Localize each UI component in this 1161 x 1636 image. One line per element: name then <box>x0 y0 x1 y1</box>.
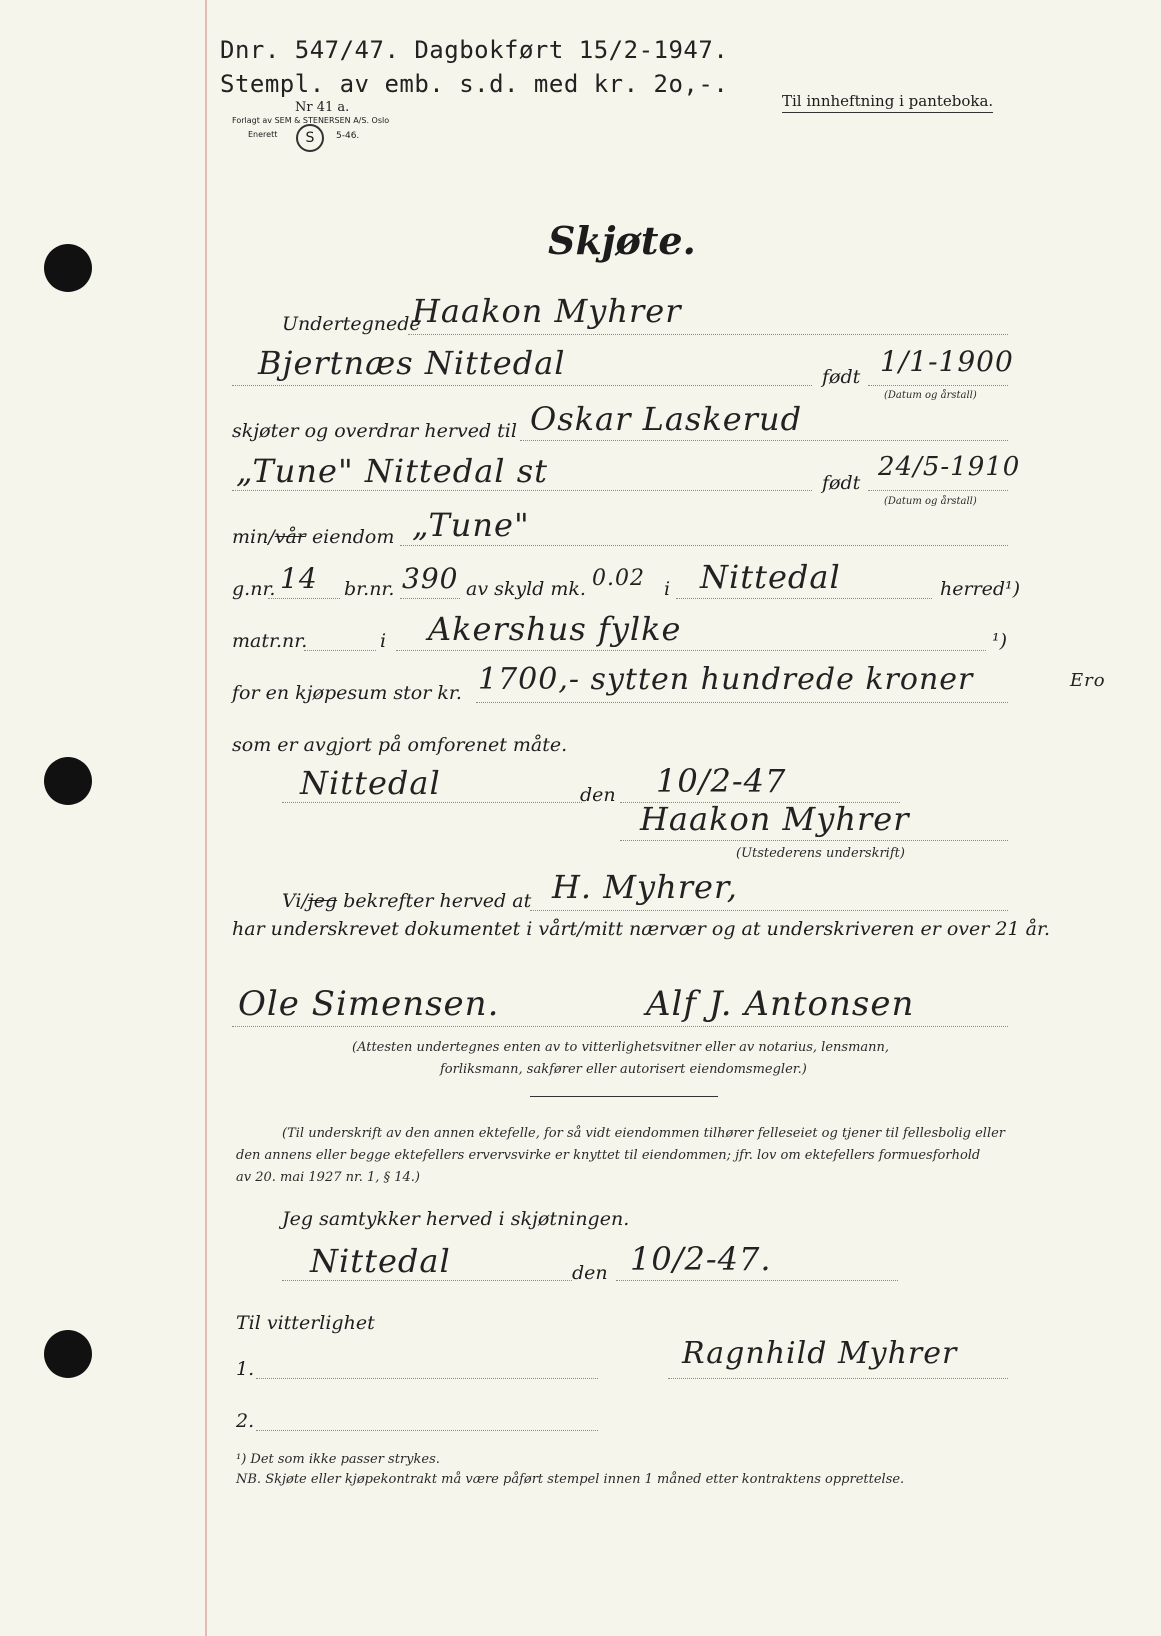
spouse-date: 10/2-47. <box>630 1240 772 1278</box>
grantee-date-hint: (Datum og årstall) <box>884 496 977 507</box>
fylke-line <box>396 650 986 651</box>
footnote: ¹) Det som ikke passer strykes. <box>236 1452 440 1467</box>
property-name: „Tune" <box>412 506 530 544</box>
registry-line: Dnr. 547/47. Dagbokført 15/2-1947. <box>220 36 729 64</box>
price-line <box>476 702 1008 703</box>
witness-name-line <box>530 910 1008 911</box>
signing-signature-line <box>620 840 1008 841</box>
skyld-value: 0.02 <box>592 566 645 591</box>
witness-note-2: forliksmann, sakfører eller autorisert eiendomsmegler.) <box>440 1062 807 1077</box>
herred-i-label: i <box>664 578 671 600</box>
price-settled: som er avgjort på omforenet måte. <box>232 734 568 756</box>
grantee-born-label: født <box>822 472 861 494</box>
herred-label: herred¹) <box>940 578 1021 600</box>
spouse-place-line <box>282 1280 572 1281</box>
grantee-name: Oskar Laskerud <box>530 400 803 438</box>
gnr-label: g.nr. <box>232 578 276 600</box>
grantee-label: skjøter og overdrar herved til <box>232 420 517 442</box>
witness2-signature: Alf J. Antonsen <box>646 984 915 1024</box>
bnr-value: 390 <box>402 562 459 595</box>
grantor-name: Haakon Myhrer <box>412 292 682 330</box>
bnr-label: br.nr. <box>344 578 395 600</box>
grantee-born-date: 24/5-1910 <box>878 452 1021 482</box>
vitterlighet-2-line <box>256 1430 598 1431</box>
witness-note-1: (Attesten undertegnes enten av to vitterlighetsvitner eller av notarius, lensmann, <box>352 1040 890 1055</box>
bnr-line <box>400 598 460 599</box>
price-label: for en kjøpesum stor kr. <box>232 682 462 704</box>
matr-line <box>304 650 376 651</box>
gnr-line <box>268 598 340 599</box>
witness-signature-line <box>232 1026 1008 1027</box>
signing-signature: Haakon Myhrer <box>640 800 910 838</box>
vitterlighet-1-num: 1. <box>236 1358 255 1380</box>
spouse-signature-line <box>668 1378 1008 1379</box>
spouse-consent: Jeg samtykker herved i skjøtningen. <box>282 1208 630 1230</box>
herred-line <box>676 598 932 599</box>
vitterlighet-label: Til vitterlighet <box>236 1312 375 1334</box>
vitterlighet-2-num: 2. <box>236 1410 255 1432</box>
publisher-enerett: Enerett <box>248 130 278 139</box>
fylke-suffix: ¹) <box>992 630 1008 652</box>
matr-label: matr.nr. <box>232 630 308 652</box>
witness-label: Vi/jeg bekrefter herved at <box>282 890 532 912</box>
price-marginal-note: Ero <box>1070 670 1106 691</box>
spouse-note-2: den annens eller begge ektefellers ervervsvirke er knyttet til eiendommen; jfr. lov om ektefellers formuesforhold <box>236 1148 981 1163</box>
grantee-born-line <box>868 490 1008 491</box>
grantee-address-line <box>232 490 812 491</box>
publisher-date: 5-46. <box>336 131 360 141</box>
grantee-address: „Tune" Nittedal st <box>236 452 548 490</box>
grantor-born-date: 1/1-1900 <box>880 345 1014 378</box>
punch-hole-top <box>44 244 92 292</box>
witness-name: H. Myhrer, <box>552 868 738 906</box>
spouse-date-line <box>616 1280 898 1281</box>
witness-statement: har underskrevet dokumentet i vårt/mitt nærvær og at underskriveren er over 21 år. <box>232 918 1050 940</box>
punch-hole-bottom <box>44 1330 92 1378</box>
gnr-value: 14 <box>280 562 318 595</box>
publisher-logo: S <box>296 124 324 152</box>
spouse-note-3: av 20. mai 1927 nr. 1, § 14.) <box>236 1170 420 1185</box>
property-label: min/vår eiendom <box>232 526 395 548</box>
nb-note: NB. Skjøte eller kjøpekontrakt må være påført stempel innen 1 måned etter kontraktens opprettelse. <box>236 1472 905 1487</box>
property-name-line <box>400 545 1008 546</box>
spouse-note-1: (Til underskrift av den annen ektefelle, for så vidt eiendommen tilhører felleseiet og tjener til fellesbolig eller <box>282 1126 1006 1141</box>
matr-i-label: i <box>380 630 387 652</box>
grantor-born-label: født <box>822 366 861 388</box>
grantor-address: Bjertnæs Nittedal <box>258 344 566 382</box>
vitterlighet-1-line <box>256 1378 598 1379</box>
stamp-duty-line: Stempl. av emb. s.d. med kr. 2o,-. <box>220 70 729 98</box>
spouse-den-label: den <box>572 1262 608 1284</box>
grantor-label: Undertegnede <box>282 313 421 335</box>
form-number: Nr 41 a. <box>295 100 350 115</box>
skyld-label: av skyld mk. <box>466 578 586 600</box>
signature-hint: (Utstederens underskrift) <box>736 846 905 861</box>
fylke-value: Akershus fylke <box>428 610 682 648</box>
spouse-signature: Ragnhild Myhrer <box>682 1336 958 1371</box>
binding-note: Til innheftning i panteboka. <box>782 92 993 113</box>
punch-hole-middle <box>44 757 92 805</box>
signing-den-label: den <box>580 784 616 806</box>
signing-date: 10/2-47 <box>656 762 787 800</box>
signing-place-line <box>282 802 582 803</box>
section-divider <box>530 1096 718 1097</box>
grantee-name-line <box>520 440 1008 441</box>
publisher-line: Forlagt av SEM & STENERSEN A/S. Oslo <box>232 116 390 125</box>
herred-value: Nittedal <box>700 558 841 596</box>
signing-place: Nittedal <box>300 764 441 802</box>
grantor-name-line <box>408 334 1008 335</box>
grantor-address-line <box>232 385 812 386</box>
grantor-date-hint: (Datum og årstall) <box>884 390 977 401</box>
grantor-born-line <box>868 385 1008 386</box>
margin-line <box>205 0 207 1636</box>
price-amount: 1700,- sytten hundrede kroner <box>478 662 974 697</box>
document-title: Skjøte. <box>548 218 696 263</box>
witness1-signature: Ole Simensen. <box>238 984 500 1024</box>
spouse-place: Nittedal <box>310 1242 451 1280</box>
